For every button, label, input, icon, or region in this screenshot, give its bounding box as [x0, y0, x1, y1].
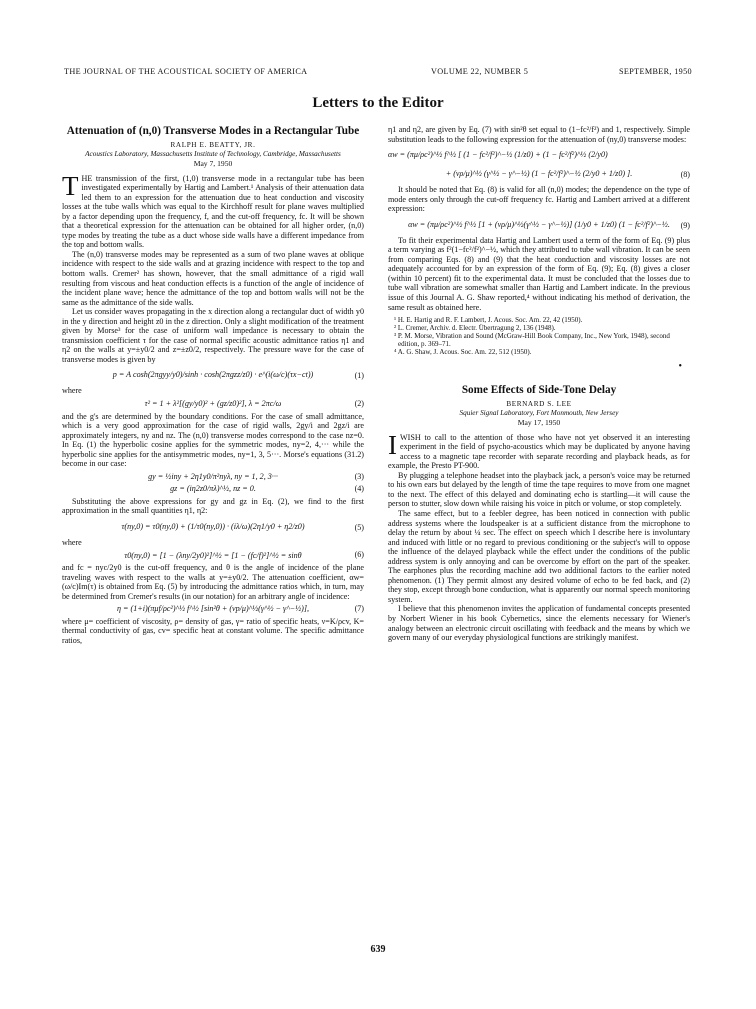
article2-author: BERNARD S. LEE — [506, 400, 572, 409]
equation-7-number: (7) — [354, 604, 364, 614]
section-title: Letters to the Editor — [312, 95, 444, 111]
where-label: where — [62, 386, 82, 396]
article2-received: May 17, 1950 — [517, 417, 561, 427]
article1-title: Attenuation of (n,0) Transverse Modes in a Rectangular Tube — [66, 125, 360, 137]
reference-item: ³ P. M. Morse, Vibration and Sound (McGraw-Hill Book Company, Inc., New York, 1948), second edition, p. 369–71. — [394, 332, 670, 349]
equation-1: p = A cosh(2πgyy/y0)/sinh · cosh(2πgzz/z0) · e^(i(ω/c)(τx−ct)) (1) — [112, 370, 364, 381]
dropcap: I — [388, 429, 397, 460]
article1-para5: Substituting the above expressions for gy and gz in Eq. (2), we find to the first approximation in the small quantities η1, η2: — [62, 496, 364, 516]
equation-7: η = (1+i)(πμf/ρc²)^½ f^½ [sin²θ + (νp/μ)^½(γ^½ − γ^−½)], (7) — [116, 604, 364, 614]
article2-para4: I believe that this phenomenon invites the application of fundamental concepts presented by Norbert Wiener in his book Cybernetics, since the elements necessary for Wiener's analogy between an electronic circuit oscillating with feedback and the means by which we govern many of our everyday physiological functions are strikingly manifest. — [388, 604, 690, 643]
equation-9-number: (9) — [680, 220, 690, 230]
equation-8-number: (8) — [680, 170, 690, 180]
article2-title: Some Effects of Side-Tone Delay — [461, 384, 617, 397]
journal-name: THE JOURNAL OF THE ACOUSTICAL SOCIETY OF AMERICA — [64, 67, 308, 76]
article2-para3: The same effect, but to a feebler degree, has been noticed in connection with public address systems where the loudspeaker is at a sufficient distance from the microphone to delay the return by about ¼ sec. The effect on speech which I describe here is involuntary and induced with little or no regard to previous conditioning or the subject's will to oppose the influence of the delayed playback while the effect under the conditions of the public address system is only annoying and can be overcome by effort on the part of the speaker. The earphones plus the recording machine add two additional factors to the earlier noted phenomenon. (1) They permit almost any desired volume of echo to be fed back, and (2) they stop, except through bone conduction, what is apparently our normal speech monitoring system. — [388, 508, 690, 604]
equation-3-number: (3) — [354, 471, 364, 481]
article1-para10: To fit their experimental data Hartig and Lambert used a term of the form of Eq. (9) plus a term varying as f²(1−fc²/f²)^−½, which they attributed to tube wall vibration. It can be seen from comparing Eqs. (8) and (9) that the heat conduction and viscosity losses are not adequately accounted for by an expression of the form of Eq. (9); Eq. (8) gives a closer (within 10 percent) fit to the experimental data. It must be concluded that the losses due to tube wall vibration are somewhat smaller than Hartig and Lambert indicate. In the previous issue of this Journal A. G. Shaw reported,⁴ without indicating his method of derivation, the same result as obtained here. — [388, 235, 690, 312]
left-column — [62, 125, 364, 645]
article1-para8: η1 and η2, are given by Eq. (7) with sin²θ set equal to (1−fc²/f²) and 1, respectively. Simple substitution leads to the following expression for the attenuation of (ny,0) transverse modes: — [388, 125, 690, 144]
equation-3: gy = ½iny + 2η1y0/π²nyλ, ny = 1, 2, 3··· (3) — [148, 471, 364, 481]
article2-para1: IWISH to call to the attention of those who have not yet observed it an interesting experiment in the field of psycho-acoustics which may be duplicated by anyone having access to a magnetic tape recorder with separate recording and playback heads, as for example, the Presto PT-900. — [388, 429, 690, 471]
equation-5-number: (5) — [354, 523, 364, 532]
page-number: 639 — [370, 944, 386, 955]
equation-8a: αw = (πμ/ρc²)^½ f^½ [ (1 − fc²/f²)^−½ (1/z0) + (1 − fc²/f²)^½ (2/y0) — [388, 150, 608, 160]
equation-6-number: (6) — [354, 550, 364, 560]
equation-6: τ0(ny,0) = [1 − (λny/2y0)²]^½ = [1 − (fc/f)²]^½ = sinθ (6) — [124, 550, 364, 560]
equation-1-number: (1) — [354, 371, 364, 381]
equation-4: gz = (iη2z0/πλ)^½, nz = 0. (4) — [170, 484, 364, 494]
reference-item: ⁴ A. G. Shaw, J. Acous. Soc. Am. 22, 512 (1950). — [394, 348, 532, 357]
references — [388, 316, 690, 356]
article1-para3: Let us consider waves propagating in the x direction along a rectangular duct of width y0 in the y direction and height z0 in the z direction. Only a slight modification of the treatment given by Morse³ for the case of uniform wall impedance is necessary to obtain the transmission coefficient τ for the case of normal specific acoustic admittance ratios η1 and η2 on the walls at y=±y0/2 and z=±z0/2, respectively. The pressure wave for the case of transverse modes is given by — [62, 307, 364, 364]
equation-5: τ(ny,0) = τ0(ny,0) + (1/τ0(ny,0)) · (iλ/ω)(2η1/y0 + η2/z0) (5) — [121, 522, 364, 532]
article1-affiliation: Acoustics Laboratory, Massachusetts Institute of Technology, Cambridge, Massachusetts — [85, 150, 341, 158]
separator-dot: • — [678, 361, 682, 373]
article1-para4: and the g's are determined by the boundary conditions. For the case of small admittance, which is a very good approximation for the case of rigid walls, 2gy/i and 2gz/i are approximately integers, ny and nz. The (n,0) transverse modes correspond to the case nz=0. In Eq. (1) the hyperbolic cosine applies for the symmetric modes, ny=2, 4,··· while the hyperbolic sine applies for the antisymmetric modes, ny=1, 3, 5···. Morse's equations (31.2) become in our case: — [62, 411, 364, 469]
equation-9: αw = (πμ/ρc²)^½ f^½ [1 + (νρ/μ)^½(γ^½ − γ^−½)] (1/y0 + 1/z0) (1 − fc²/f²)^−½. (9) — [408, 219, 690, 230]
where-label: where — [62, 538, 82, 547]
volume-number: VOLUME 22, NUMBER 5 — [431, 67, 529, 76]
reference-item: ² L. Cremer, Archiv. d. Electr. Übertragung 2, 136 (1948). — [394, 324, 556, 333]
issue-date: SEPTEMBER, 1950 — [618, 67, 692, 76]
equation-8b: + (νρ/μ)^½ (γ^½ − γ^−½) (1 − fc²/f²)^−½ (2/y0 + 1/z0) ]. (8) — [445, 169, 690, 180]
article1-para7: where μ= coefficient of viscosity, ρ= density of gas, γ= ratio of specific heats, ν=K/ρcv, K= thermal conductivity of gas, cv= specific heat at constant volume. The specific admittance ratios, — [62, 616, 364, 645]
article1-para2: The (n,0) transverse modes may be represented as a sum of two plane waves at oblique incidence with respect to the side walls and at grazing incidence with respect to the top and bottom walls. Cremer² has shown, however, that the small admittance of a rigid wall resulting from viscous and heat conduction effects is a function of the angle of incidence of the incident plane wave; hence the admittance of the top and bottom walls will not be the same as the admittance of the side walls. — [62, 249, 364, 307]
dropcap: T — [62, 170, 79, 201]
article1-para1: THE transmission of the first, (1,0) transverse mode in a rectangular tube has been investigated experimentally by Hartig and Lambert.¹ Analysis of their attenuation data led them to an expression for the attenuation due to heat conduction and viscosity losses at the tube walls which was equal to the Kirchhoff result for plane waves multiplied by a factor depending upon the frequency, f, and the cut-off frequency, fc. It will be shown that a theoretical expression for the attenuation can be obtained for all higher order, (n,0) type modes by treating the tube as a duct whose side walls have a different impedance from the top and bottom walls. — [62, 170, 364, 250]
equation-2: τ² = 1 + λ²[(gy/y0)² + (gz/z0)²], λ = 2πc/ω (2) — [144, 398, 364, 408]
article1-para6: and fc = nyc/2y0 is the cut-off frequency, and θ is the angle of incidence of the plane traveling waves with respect to the walls at y=±y0/2. The attenuation coefficient, αw=(ω/c)Im(τ) is obtained from Eq. (5) by introducing the admittance ratios which, in turn, may be determined from Cremer's results (in our notation) for an arbitrary angle of incidence: — [62, 563, 364, 601]
article1-author: RALPH E. BEATTY, JR. — [170, 141, 256, 149]
equation-4-number: (4) — [354, 484, 364, 494]
right-column — [388, 125, 690, 643]
reference-item: ¹ H. E. Hartig and R. F. Lambert, J. Acous. Soc. Am. 22, 42 (1950). — [394, 316, 583, 325]
article2-para2: By plugging a telephone headset into the playback jack, a person's voice may be returned to his own ears but delayed by the length of time the tape requires to move from one magnet to the next. The effect of this delayed and dominating echo is startling—it will cause the person to stutter, slow down while raising his voice in pitch or volume, or stop completely. — [388, 470, 690, 509]
article1-received: May 7, 1950 — [193, 158, 233, 168]
article1-para9: It should be noted that Eq. (8) is valid for all (n,0) modes; the dependence on the type of mode enters only through the cut-off frequency fc. Hartig and Lambert arrived at a different expression: — [388, 185, 690, 214]
article2-affiliation: Squier Signal Laboratory, Fort Monmouth, New Jersey — [459, 409, 619, 418]
equation-2-number: (2) — [354, 398, 364, 408]
